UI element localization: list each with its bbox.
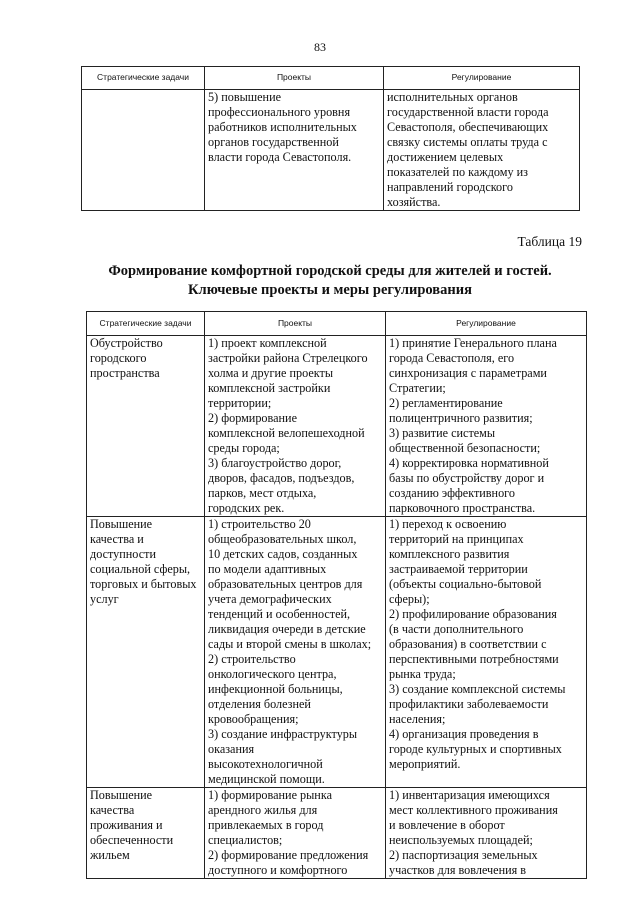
cell-text-line: комплексной велопешеходной [208,426,365,440]
cell-text-line: и вовлечение в оборот [389,818,505,832]
cell-text-line: парков, мест отдыха, [208,486,317,500]
cell-text-line: Стратегии; [389,381,446,395]
task-cell [87,336,205,517]
cell-text-line: 1) проект комплексной [208,336,327,350]
cell-text-line: городского [90,351,147,365]
cell-text-line: мест коллективного проживания [389,803,558,817]
cell-text-line: обеспеченности [90,833,174,847]
cell-text-line: синхронизация с параметрами [389,366,547,380]
cell-text-line: неиспользуемых площадей; [389,833,533,847]
cell-text-line: доступного и комфортного [208,863,348,877]
cell-text-line: сады и второй смены в школах; [208,637,372,651]
cell-text-line: 2) формирование [208,411,297,425]
cell-text-line: власти города Севастополя. [208,150,352,164]
cell-text-line: базы по обустройству дорог и [389,471,545,485]
cell-text-line: тенденций и особенностей, [208,607,351,621]
header-projects: Проекты [205,312,386,336]
regulation-cell [386,336,587,517]
cell-text-line: ликвидация очереди в детские [208,622,366,636]
cell-text-line: образования) в соответствии с [389,637,547,651]
table-row [87,336,587,517]
header-regulation: Регулирование [384,67,580,90]
table-row [87,788,587,879]
cell-text-line: образовательных центров для [208,577,363,591]
cell-text-line: доступности [90,547,156,561]
cell-text-line: территорий на принципах [389,532,524,546]
cell-text-line: сферы); [389,592,430,606]
cell-text-line: государственной власти города [387,105,549,119]
cell-text-line: среды города; [208,441,280,455]
cell-text-line: дворов, фасадов, подъездов, [208,471,355,485]
cell-text-line: застройки района Стрелецкого [208,351,368,365]
cell-text-line: (объекты социально-бытовой [389,577,542,591]
continuation-table [81,66,580,211]
cell-text-line: привлекаемых в город [208,818,324,832]
cell-text-line: комплексной застройки [208,381,331,395]
projects-cell [205,336,386,517]
cell-text-line: специалистов; [208,833,283,847]
cell-text-line: комплексного развития [389,547,510,561]
header-tasks: Стратегические задачи [82,67,205,90]
cell-text-line: профессионального уровня [208,105,351,119]
cell-text-line: созданию эффективного [389,486,515,500]
projects-cell [205,517,386,788]
cell-text-line: рынка труда; [389,667,456,681]
cell-text-line: 1) принятие Генерального плана [389,336,557,350]
cell-text-line: торговых и бытовых [90,577,197,591]
cell-text-line: Повышение [90,517,153,531]
main-table-header [87,312,587,336]
cell-text-line: холма и другие проекты [208,366,334,380]
cell-text-line: работников исполнительных [208,120,357,134]
regulation-cell [386,788,587,879]
cell-text-line: услуг [90,592,119,606]
table-heading [60,262,600,300]
cell-text-line: Севастополя, обеспечивающих [387,120,549,134]
cell-text-line: 2) профилирование образования [389,607,557,621]
cell-text-line: 3) создание комплексной системы [389,682,566,696]
cell-text-line: застраиваемой территории [389,562,528,576]
cell-text-line: медицинской помощи. [208,772,325,786]
header-regulation: Регулирование [386,312,587,336]
cell-text-line: профилактики заболеваемости [389,697,549,711]
cell-text-line: 2) регламентирование [389,396,503,410]
continuation-table-header [82,67,580,90]
cell-text-line: пространства [90,366,160,380]
cell-text-line: городе культурных и спортивных [389,742,562,756]
cell-text-line: 1) строительство 20 [208,517,311,531]
cell-text-line: отделения болезней [208,697,311,711]
cell-text-line: показателей по каждому из [387,165,528,179]
cell-text-line: мероприятий. [389,757,461,771]
projects-cell [205,788,386,879]
cell-text-line: связку системы оплаты труда с [387,135,548,149]
table-row [82,90,580,211]
cell-text-line: Повышение [90,788,153,802]
heading-line: Формирование комфортной городской среды для жителей и гостей. [108,263,552,279]
cell-text-line: 2) паспортизация земельных [389,848,538,862]
main-table [86,311,587,879]
task-cell [82,90,205,211]
cell-text-line: достижением целевых [387,150,504,164]
cell-text-line: 3) развитие системы [389,426,496,440]
cell-text-line: 1) инвентаризация имеющихся [389,788,550,802]
table-row [87,517,587,788]
cell-text-line: 10 детских садов, созданных [208,547,358,561]
table-label: Таблица 19 [517,234,582,249]
header-projects: Проекты [205,67,384,90]
cell-text-line: 3) создание инфраструктуры [208,727,358,741]
cell-text-line: 1) формирование рынка [208,788,332,802]
regulation-cell [384,90,580,211]
cell-text-line: хозяйства. [387,195,441,209]
cell-text-line: социальной сферы, [90,562,191,576]
cell-text-line: оказания [208,742,255,756]
cell-text-line: высокотехнологичной [208,757,323,771]
cell-text-line: проживания и [90,818,163,832]
cell-text-line: 1) переход к освоению [389,517,507,531]
cell-text-line: населения; [389,712,446,726]
cell-text-line: города Севастополя, его [389,351,515,365]
cell-text-line: (в части дополнительного [389,622,524,636]
cell-text-line: жильем [90,848,130,862]
cell-text-line: 2) строительство [208,652,296,666]
page-number: 83 [314,40,326,54]
cell-text-line: общественной безопасности; [389,441,541,455]
header-tasks: Стратегические задачи [87,312,205,336]
heading-line: Ключевые проекты и меры регулирования [188,282,472,298]
cell-text-line: кровообращения; [208,712,299,726]
cell-text-line: качества [90,803,135,817]
cell-text-line: 4) организация проведения в [389,727,539,741]
projects-cell [205,90,384,211]
task-cell [87,517,205,788]
cell-text-line: 4) корректировка нормативной [389,456,549,470]
cell-text-line: по модели адаптивных [208,562,327,576]
cell-text-line: 2) формирование предложения [208,848,369,862]
cell-text-line: Обустройство [90,336,163,350]
cell-text-line: учета демографических [208,592,332,606]
cell-text-line: перспективными потребностями [389,652,559,666]
cell-text-line: 5) повышение [208,90,282,104]
cell-text-line: органов государственной [208,135,339,149]
cell-text-line: качества и [90,532,144,546]
regulation-cell [386,517,587,788]
cell-text-line: арендного жилья для [208,803,318,817]
cell-text-line: парковочного пространства. [389,501,536,515]
cell-text-line: городских рек. [208,501,285,515]
cell-text-line: полицентричного развития; [389,411,533,425]
cell-text-line: 3) благоустройство дорог, [208,456,342,470]
cell-text-line: исполнительных органов [387,90,518,104]
cell-text-line: участков для вовлечения в [389,863,527,877]
cell-text-line: территории; [208,396,272,410]
cell-text-line: онкологического центра, [208,667,337,681]
cell-text-line: инфекционной больницы, [208,682,343,696]
cell-text-line: направлений городского [387,180,513,194]
cell-text-line: общеобразовательных школ, [208,532,357,546]
task-cell [87,788,205,879]
